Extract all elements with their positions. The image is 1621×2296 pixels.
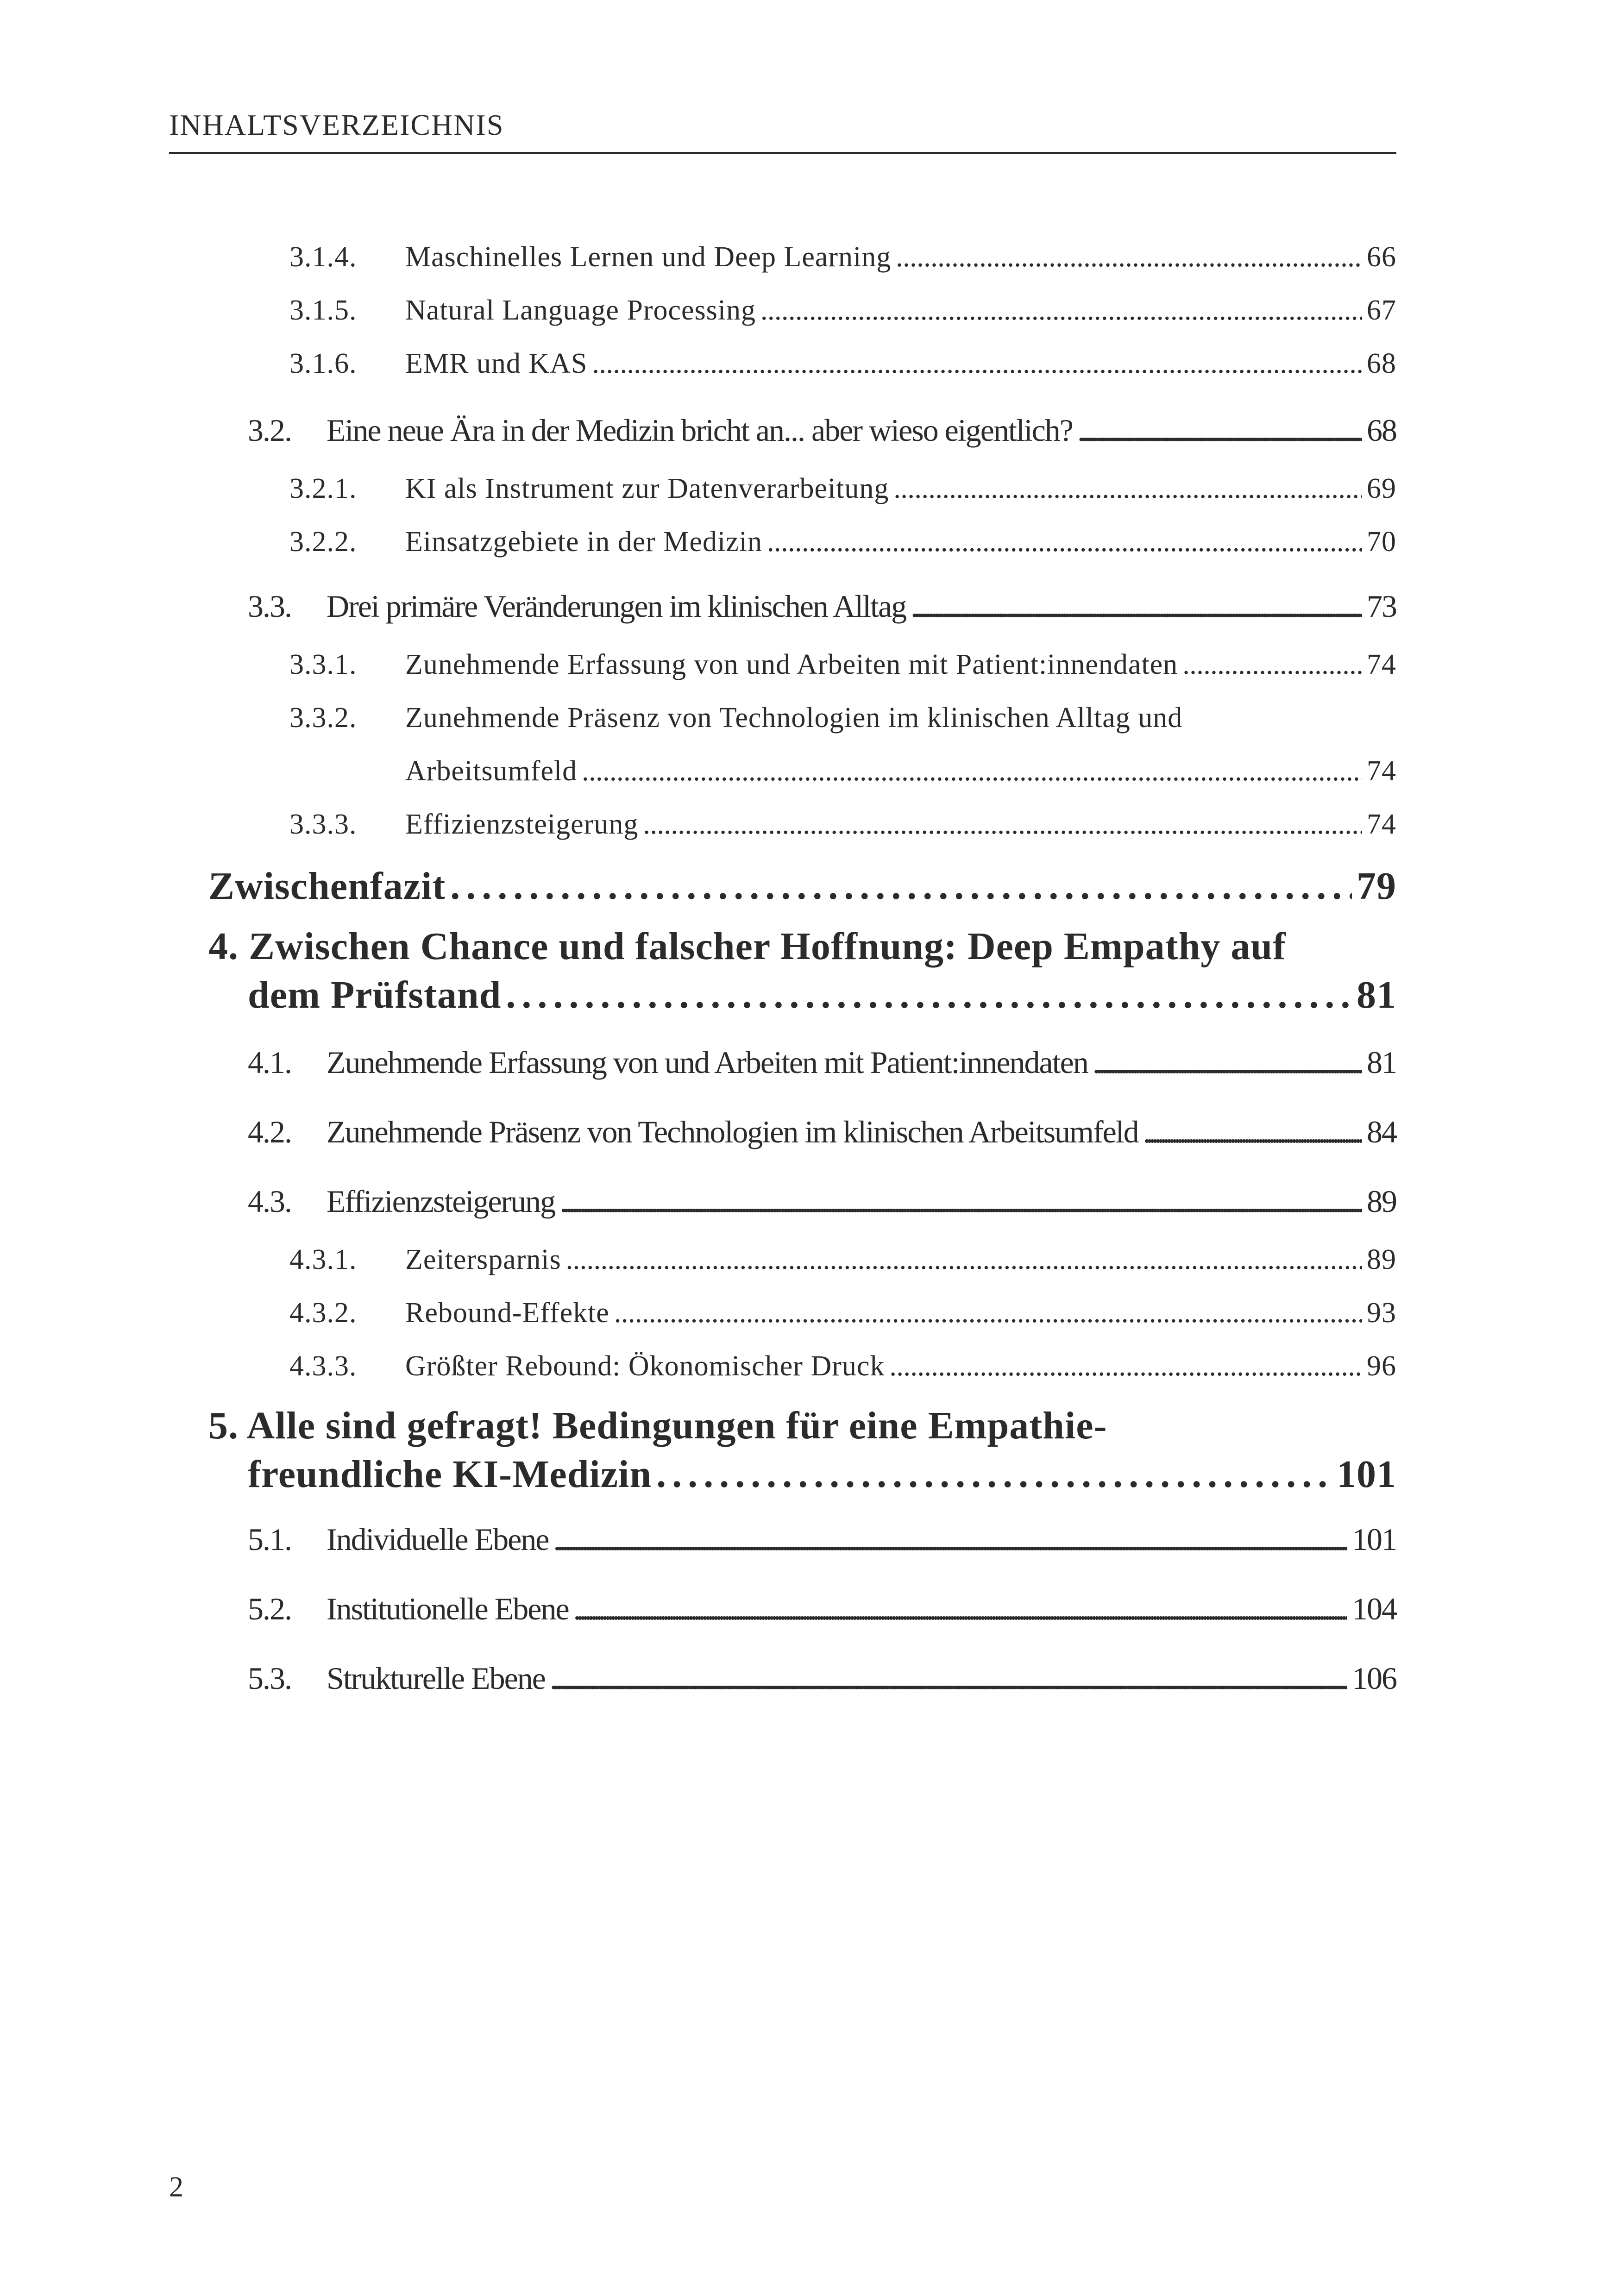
dot-leader [656, 1452, 1332, 1497]
toc-entry-number: 3.1.6. [289, 348, 357, 379]
toc-entry-number: 3.2.1. [289, 473, 357, 504]
toc-entry-title: Zunehmende Erfassung von und Arbeiten mit Patient:innendaten [327, 1045, 1088, 1080]
toc-entry-3-2[interactable] [248, 412, 1396, 449]
toc-entry-3-3-3[interactable] [289, 808, 1396, 841]
toc-entry-page: 96 [1367, 1350, 1396, 1382]
toc-entry-page: 93 [1367, 1297, 1396, 1329]
dot-leader [506, 972, 1352, 1017]
toc-entry-title: Arbeitsumfeld [405, 755, 578, 787]
toc-entry-title: Zunehmende Präsenz von Technologien im klinischen Alltag und [405, 702, 1183, 734]
dot-leader [614, 1297, 1362, 1330]
toc-entry-title: EMR und KAS [405, 348, 588, 379]
toc-entry-number: 4.2. [248, 1114, 291, 1149]
toc-entry-title: Effizienzsteigerung [405, 809, 639, 840]
toc-chapter-4-first-line[interactable]: 4. Zwischen Chance und falscher Hoffnung: Deep Empathy auf [208, 925, 1287, 968]
dot-leader [592, 347, 1362, 380]
toc-entry-title: Effizienzsteigerung [327, 1184, 555, 1219]
toc-entry-title: Rebound-Effekte [405, 1297, 609, 1329]
toc-entry-title: Drei primäre Veränderungen im klinischen Alltag [327, 589, 906, 624]
toc-entry-page: 81 [1367, 1045, 1396, 1080]
toc-entry-page: 81 [1357, 973, 1396, 1016]
toc-entry-number: 3.3.1. [289, 649, 357, 680]
toc-entry-title: Eine neue Ära in der Medizin bricht an... aber wieso eigentlich? [327, 413, 1073, 448]
dot-leader [643, 808, 1362, 841]
dot-leader [566, 1243, 1362, 1276]
toc-entry-page: 69 [1367, 473, 1396, 504]
toc-entry-page: 68 [1367, 348, 1396, 379]
toc-entry-title: Zwischenfazit [208, 865, 446, 908]
toc-entry-page: 74 [1367, 755, 1396, 787]
toc-entry-3-3-1[interactable] [289, 648, 1396, 681]
dot-leader [760, 294, 1362, 327]
dot-leader [896, 241, 1362, 274]
dot-leader [1143, 1114, 1362, 1150]
toc-entry-title: Maschinelles Lernen und Deep Learning [405, 241, 892, 273]
dot-leader [582, 755, 1362, 788]
dot-leader [550, 1660, 1347, 1697]
toc-chapter-4-second-line[interactable] [248, 972, 1396, 1017]
dot-leader [559, 1183, 1362, 1220]
toc-entry-3-1-6[interactable] [289, 347, 1396, 380]
toc-entry-title: freundliche KI-Medizin [248, 1453, 652, 1496]
dot-leader [1182, 648, 1362, 681]
toc-entry-title: KI als Instrument zur Datenverarbeitung [405, 473, 889, 504]
toc-entry-page: 70 [1367, 526, 1396, 558]
toc-entry-number: 5.1. [248, 1522, 291, 1557]
toc-entry-title: Zunehmende Präsenz von Technologien im klinischen Arbeitsumfeld [327, 1114, 1138, 1149]
toc-entry-number: 3.3.2. [289, 702, 357, 734]
dot-leader [1093, 1044, 1362, 1081]
toc-entry-page: 101 [1352, 1522, 1396, 1557]
toc-entry-4-2[interactable] [248, 1114, 1396, 1150]
toc-entry-3-3-2-first-line[interactable] [289, 702, 1182, 734]
toc-entry-5-2[interactable] [248, 1591, 1396, 1627]
toc-entry-number: 3.2.2. [289, 526, 357, 558]
dot-leader [767, 526, 1362, 558]
toc-entry-title: Strukturelle Ebene [327, 1661, 545, 1696]
toc-entry-page: 104 [1352, 1591, 1396, 1626]
toc-entry-3-2-1[interactable] [289, 472, 1396, 505]
toc-entry-page: 101 [1337, 1453, 1396, 1496]
toc-entry-number: 3.1.4. [289, 241, 357, 273]
toc-entry-page: 66 [1367, 241, 1396, 273]
dot-leader [573, 1591, 1347, 1627]
toc-entry-title: dem Prüfstand [248, 973, 502, 1016]
toc-entry-3-2-2[interactable] [289, 526, 1396, 558]
toc-entry-number: 3.3. [248, 589, 291, 624]
toc-entry-title: Größter Rebound: Ökonomischer Druck [405, 1350, 885, 1382]
toc-entry-title: Zunehmende Erfassung von und Arbeiten mit Patient:innendaten [405, 649, 1178, 680]
toc-entry-number: 3.1.5. [289, 295, 357, 326]
dot-leader [553, 1521, 1347, 1558]
page-number: 2 [169, 2171, 183, 2203]
toc-entry-3-1-4[interactable] [289, 241, 1396, 274]
toc-entry-title: Einsatzgebiete in der Medizin [405, 526, 763, 558]
toc-entry-title: Individuelle Ebene [327, 1522, 549, 1557]
toc-entry-number: 3.3.3. [289, 809, 357, 840]
toc-entry-3-1-5[interactable] [289, 294, 1396, 327]
toc-entry-title: Zeitersparnis [405, 1244, 561, 1275]
toc-entry-page: 79 [1357, 865, 1396, 908]
toc-entry-page: 106 [1352, 1661, 1396, 1696]
toc-entry-page: 84 [1367, 1114, 1396, 1149]
toc-entry-page: 89 [1367, 1244, 1396, 1275]
toc-entry-number: 5.2. [248, 1591, 291, 1626]
toc-entry-4-3-3[interactable] [289, 1350, 1396, 1383]
toc-entry-page: 68 [1367, 413, 1396, 448]
toc-entry-4-3-2[interactable] [289, 1297, 1396, 1330]
toc-entry-number: 4.3. [248, 1184, 291, 1219]
toc-entry-zwischenfazit[interactable] [208, 864, 1396, 909]
running-header: INHALTSVERZEICHNIS [169, 108, 504, 141]
toc-entry-page: 74 [1367, 649, 1396, 680]
toc-entry-title: Natural Language Processing [405, 295, 756, 326]
dot-leader [893, 472, 1362, 505]
toc-entry-5-3[interactable] [248, 1660, 1396, 1697]
toc-entry-number: 4.3.3. [289, 1350, 357, 1382]
header-rule [169, 152, 1396, 154]
toc-entry-3-3[interactable] [248, 588, 1396, 625]
dot-leader [889, 1350, 1362, 1383]
toc-entry-page: 67 [1367, 295, 1396, 326]
toc-entry-page: 73 [1367, 589, 1396, 624]
toc-chapter-5-first-line[interactable]: 5. Alle sind gefragt! Bedingungen für eine Empathie- [208, 1404, 1107, 1447]
toc-entry-5-1[interactable] [248, 1521, 1396, 1558]
dot-leader [1077, 412, 1362, 449]
toc-entry-title: Institutionelle Ebene [327, 1591, 569, 1626]
dot-leader [911, 588, 1362, 625]
toc-entry-number: 3.2. [248, 413, 291, 448]
toc-entry-number: 4.3.1. [289, 1244, 357, 1275]
toc-entry-page: 89 [1367, 1184, 1396, 1219]
toc-chapter-5-second-line[interactable] [248, 1452, 1396, 1497]
toc-entry-4-1[interactable] [248, 1044, 1396, 1081]
toc-entry-3-3-2-second-line[interactable] [405, 755, 1396, 788]
toc-entry-number: 4.1. [248, 1045, 291, 1080]
toc-entry-page: 74 [1367, 809, 1396, 840]
toc-entry-4-3[interactable] [248, 1183, 1396, 1220]
toc-entry-number: 4.3.2. [289, 1297, 357, 1329]
toc-entry-number: 5.3. [248, 1661, 291, 1696]
toc-entry-4-3-1[interactable] [289, 1243, 1396, 1276]
dot-leader [450, 864, 1352, 909]
